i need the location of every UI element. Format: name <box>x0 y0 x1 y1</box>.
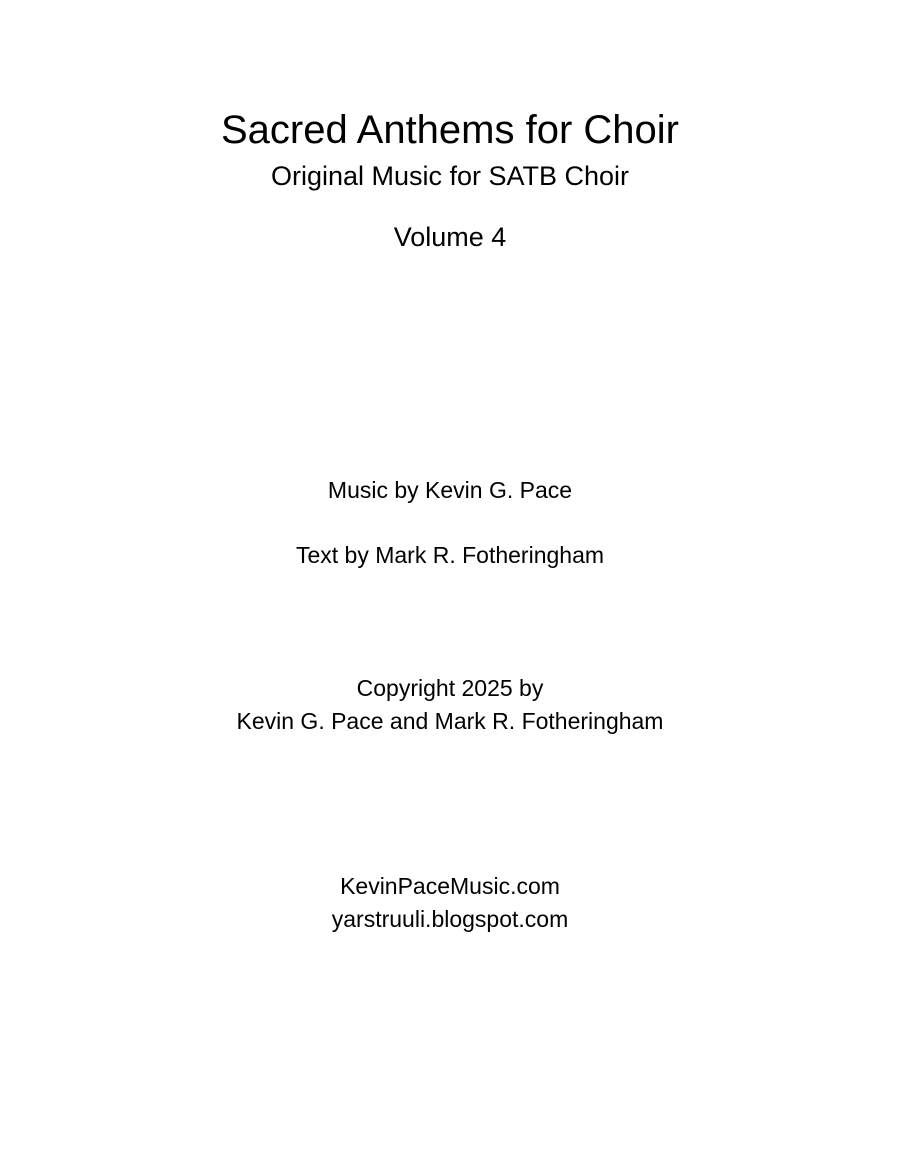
music-credit: Music by Kevin G. Pace <box>327 477 573 503</box>
page-subtitle: Original Music for SATB Choir <box>270 161 630 191</box>
text-credit: Text by Mark R. Fotheringham <box>295 542 605 568</box>
copyright-holders: Kevin G. Pace and Mark R. Fotheringham <box>236 708 664 734</box>
blog-link[interactable]: yarstruuli.blogspot.com <box>331 906 569 932</box>
volume-label: Volume 4 <box>393 222 507 252</box>
copyright-notice: Copyright 2025 by <box>356 675 544 701</box>
page-title: Sacred Anthems for Choir <box>221 108 679 152</box>
website-link[interactable]: KevinPaceMusic.com <box>340 873 560 899</box>
